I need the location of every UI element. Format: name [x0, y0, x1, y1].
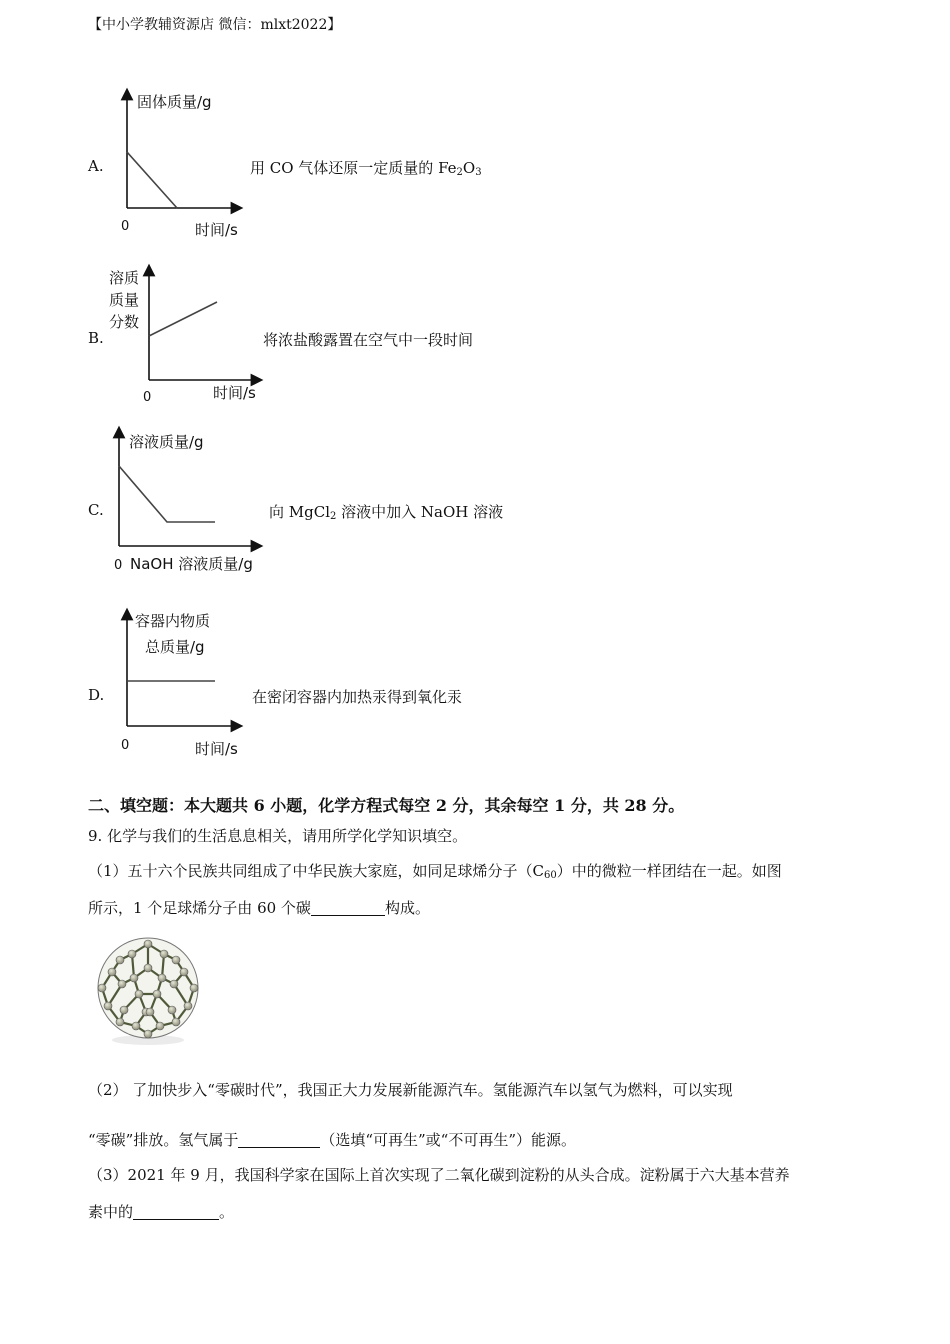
data-line — [119, 466, 215, 522]
option-c-description: 向 MgCl$_2$ 溶液中加入 NaOH 溶液 — [269, 503, 504, 522]
option-c-graph — [105, 426, 270, 578]
y-axis-label: 溶液质量/g — [129, 433, 204, 451]
origin-label: 0 — [143, 390, 152, 405]
x-axis-label: NaOH 溶液质量/g — [130, 555, 253, 573]
data-line — [149, 302, 217, 336]
question-9-part-1-line-2: 所示，1 个足球烯分子由 60 个碳 构成。 — [88, 899, 430, 917]
answer-blank-2[interactable] — [238, 1131, 320, 1148]
question-9-part-1-line-1: （1）五十六个民族共同组成了中华民族大家庭，如同足球烯分子$(C_{60})$中的微粒一样团结在一起。如图 — [88, 862, 782, 881]
y-axis-label: 固体质量/g — [137, 93, 212, 111]
fullerene-molecule-image — [88, 930, 208, 1050]
question-9-part-2-line-1: （2） 了加快步入“零碳时代”，我国正大力发展新能源汽车。氢能源汽车以氢气为燃料，可以实现 — [88, 1081, 733, 1099]
origin-label: 0 — [121, 219, 130, 234]
option-b-description: 将浓盐酸露置在空气中一段时间 — [263, 331, 474, 349]
option-c-label: C. — [88, 501, 104, 519]
option-d-label: D. — [88, 686, 105, 704]
section-title: 二、填空题：本大题共 6 小题，化学方程式每空 2 分，其余每空 1 分，共 28 分。 — [88, 796, 685, 815]
question-9-part-3-line-2: 素中的 。 — [88, 1203, 235, 1221]
question-9-stem: 9. 化学与我们的生活息息相关，请用所学化学知识填空。 — [88, 827, 468, 845]
data-line — [127, 152, 177, 208]
answer-blank-1[interactable] — [311, 899, 385, 916]
origin-label: 0 — [121, 738, 130, 753]
option-b-label: B. — [88, 329, 104, 347]
question-9-part-2-line-2: “零碳”排放。氢气属于 （选填“可再生”或“不可再生”）能源。 — [88, 1131, 577, 1149]
x-axis-label: 时间/s — [195, 221, 238, 239]
x-axis-label: 时间/s — [195, 740, 238, 758]
page-header: 【中小学教辅资源店 微信：mlxt2022】 — [88, 17, 342, 33]
option-d-description: 在密闭容器内加热汞得到氧化汞 — [252, 688, 463, 706]
y-axis-label-line-1: 容器内物质 — [135, 612, 211, 630]
y-axis-label-line-2: 总质量/g — [145, 638, 205, 656]
option-d-graph — [105, 606, 255, 761]
y-axis-label-line-1: 溶质 — [109, 269, 140, 287]
y-axis-label-line-3: 分数 — [109, 313, 140, 331]
option-a-label: A. — [88, 157, 104, 175]
x-axis-label: 时间/s — [213, 384, 256, 402]
answer-blank-3[interactable] — [133, 1203, 219, 1220]
option-b-graph — [105, 262, 270, 407]
option-a-description: 用 CO 气体还原一定质量的 $Fe_2O_3$ — [250, 159, 482, 178]
y-axis-label-line-2: 质量 — [109, 291, 140, 309]
origin-label: 0 — [114, 558, 123, 573]
question-9-part-3-line-1: （3）2021 年 9 月，我国科学家在国际上首次实现了二氧化碳到淀粉的从头合成。淀粉属于六大基本营养 — [88, 1166, 790, 1184]
option-a-graph — [105, 88, 255, 243]
